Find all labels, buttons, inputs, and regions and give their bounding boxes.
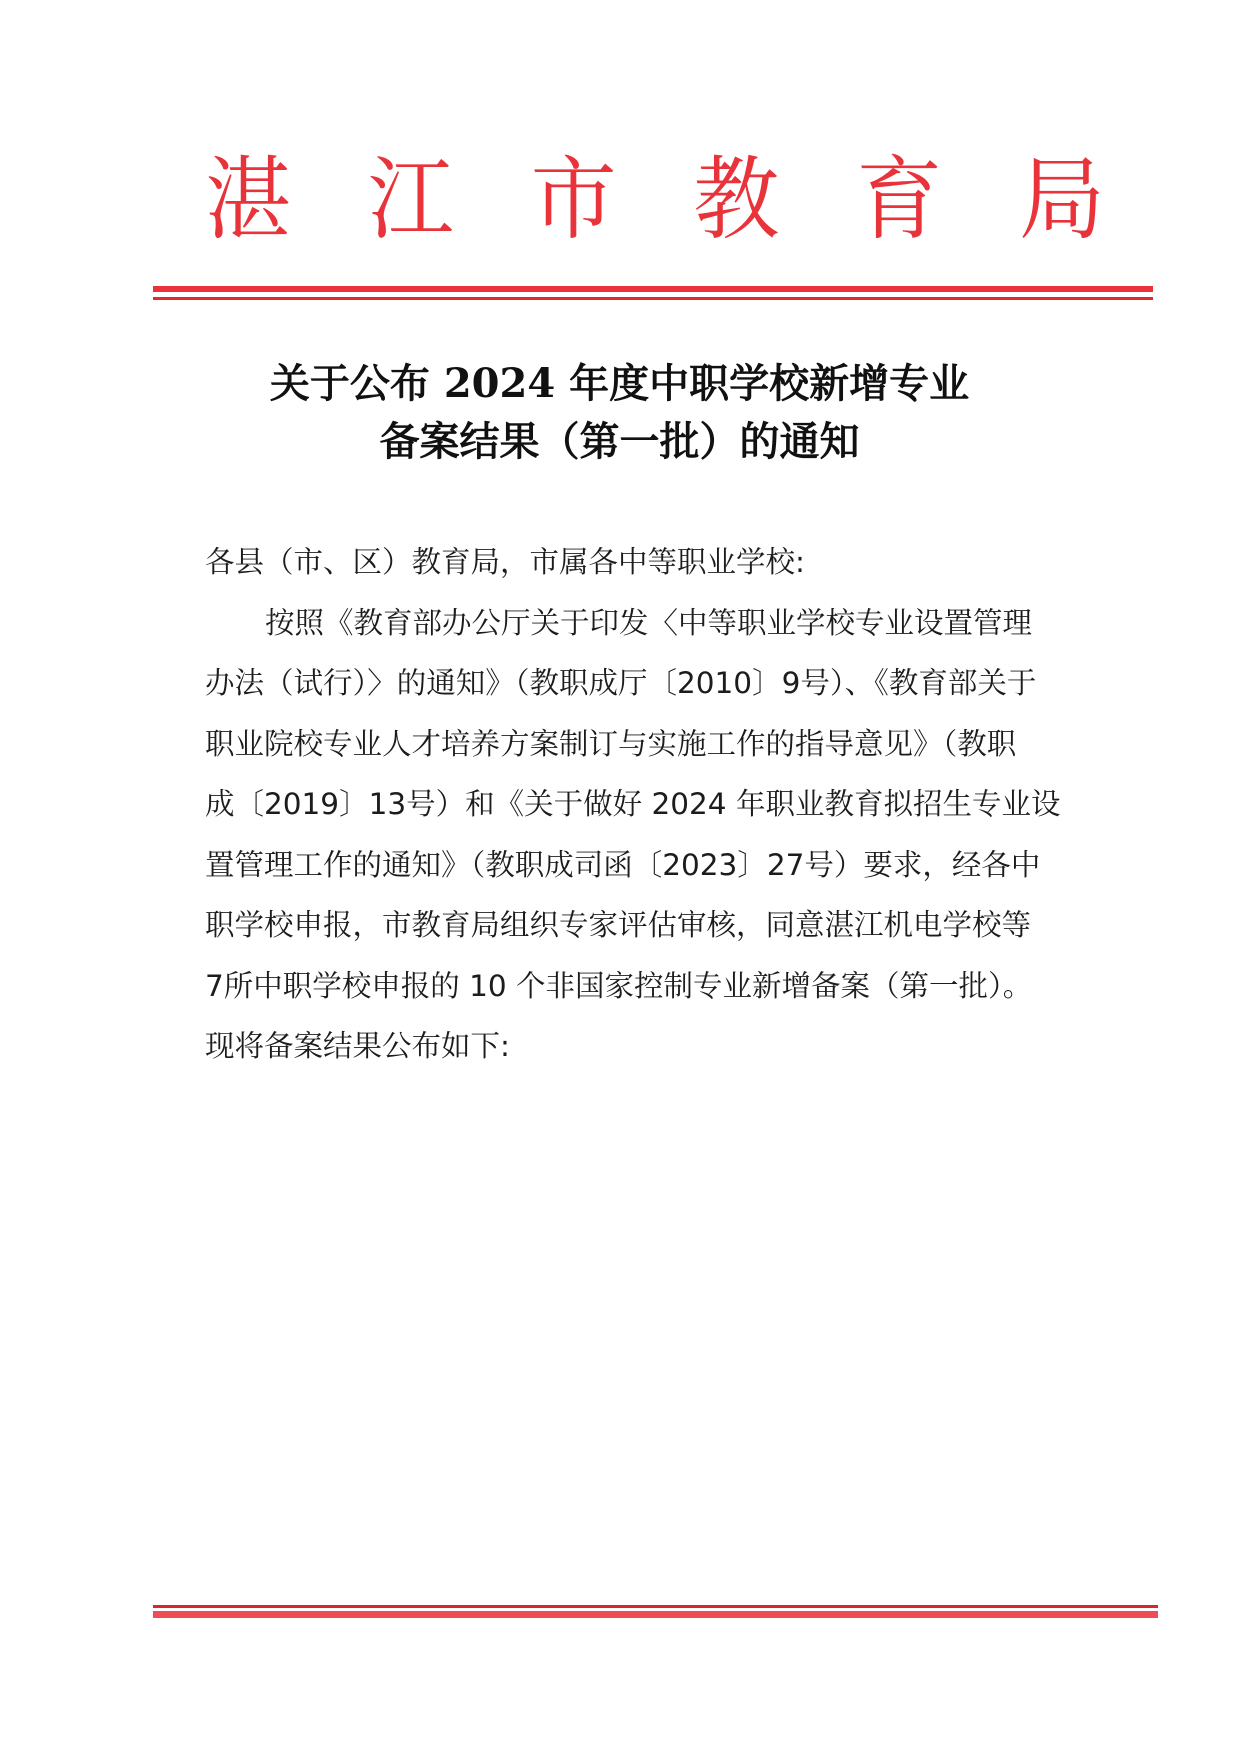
header-divider-thin [153, 297, 1153, 300]
masthead-char: 教 [693, 147, 780, 253]
document-title [0, 355, 1239, 471]
paragraph-line: 7所中职学校申报的 10 个非国家控制专业新增备案（第一批）。 [205, 968, 1033, 1003]
paragraph-line: 职学校申报，市教育局组织专家评估审核，同意湛江机电学校等 [205, 908, 1032, 942]
masthead-char: 市 [530, 147, 617, 253]
header-divider-thick [153, 286, 1153, 292]
paragraph-line: 职业院校专业人才培养方案制订与实施工作的指导意见》（教职 [205, 726, 1017, 761]
footer-divider-thick [153, 1611, 1158, 1618]
masthead-char: 育 [856, 147, 943, 253]
footer-divider-thin [153, 1605, 1158, 1608]
paragraph-line: 现将备案结果公布如下: [205, 1029, 510, 1063]
title-line-2: 备案结果（第一批）的通知 [379, 418, 860, 465]
paragraph-line: 办法（试行）〉的通知》（教职成厅〔2010〕9号）、《教育部关于 [205, 666, 1037, 700]
paragraph-line: 置管理工作的通知》（教职成司函〔2023〕27号）要求，经各中 [205, 847, 1041, 882]
paragraph-line: 成〔2019〕13号）和《关于做好 2024 年职业教育拟招生专业设 [205, 787, 1061, 821]
document-body [205, 532, 1120, 1077]
salutation: 各县（市、区）教育局，市属各中等职业学校: [205, 545, 805, 579]
masthead-char: 湛 [205, 147, 291, 253]
paragraph-line: 按照《教育部办公厅关于印发〈中等职业学校专业设置管理 [265, 605, 1033, 640]
masthead-char: 局 [1018, 147, 1105, 253]
title-line-1: 关于公布 2024 年度中职学校新增专业 [269, 360, 970, 407]
masthead-char: 江 [367, 147, 454, 253]
masthead-organization-name [205, 147, 1105, 253]
